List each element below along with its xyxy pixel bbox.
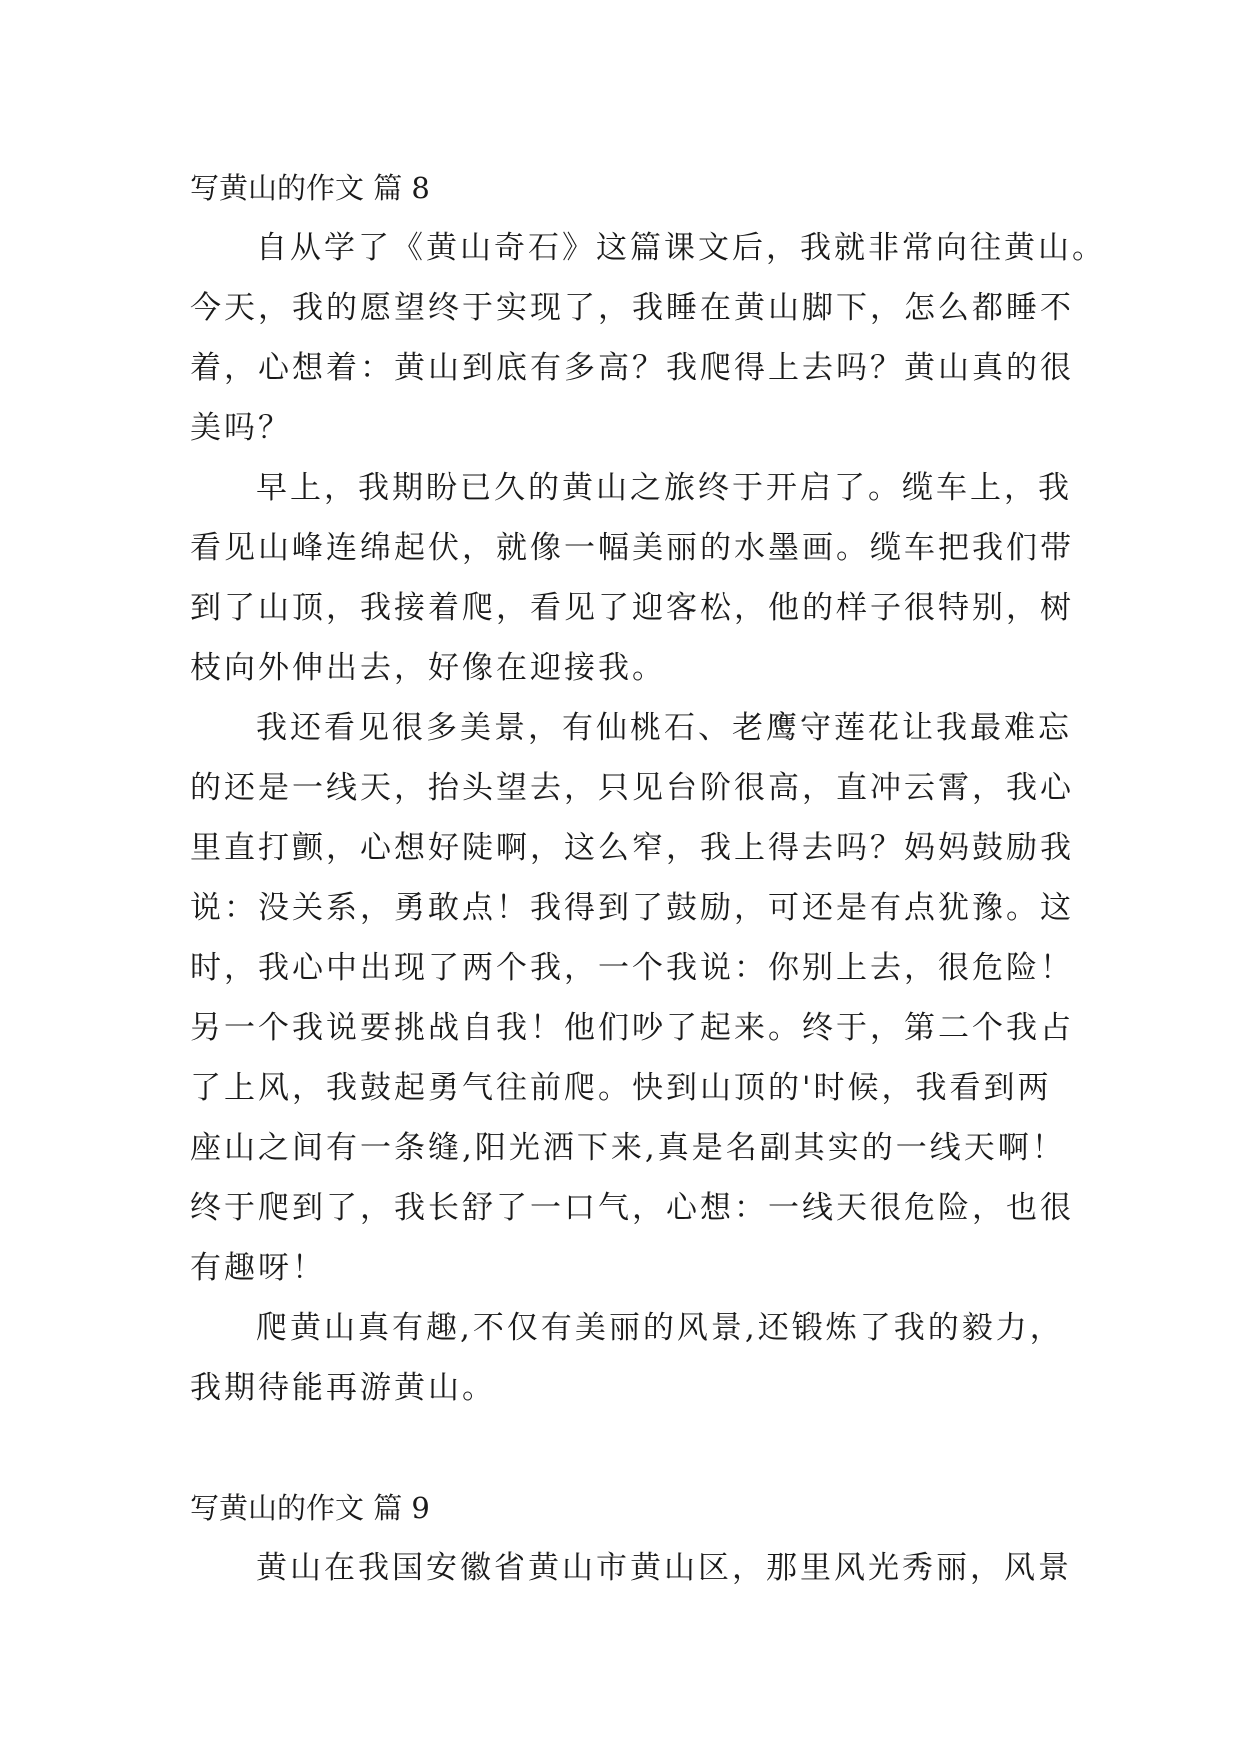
text-line: 说：没关系，勇敢点！我得到了鼓励，可还是有点犹豫。这 <box>190 890 1074 926</box>
essay-9-title: 写黄山的作文 篇 9 <box>190 1491 430 1525</box>
text-line: 早上，我期盼已久的黄山之旅终于开启了。缆车上，我 <box>256 470 1072 506</box>
text-line: 了上风，我鼓起勇气往前爬。快到山顶的'时候，我看到两 <box>190 1070 1052 1106</box>
text-line: 时，我心中出现了两个我，一个我说：你别上去，很危险！ <box>190 950 1074 986</box>
text-line: 枝向外伸出去，好像在迎接我。 <box>190 650 666 686</box>
text-line: 终于爬到了，我长舒了一口气，心想：一线天很危险，也很 <box>190 1190 1074 1226</box>
text-line: 我期待能再游黄山。 <box>190 1370 496 1406</box>
text-line: 看见山峰连绵起伏，就像一幅美丽的水墨画。缆车把我们带 <box>190 530 1074 566</box>
section-spacer <box>190 1418 1050 1478</box>
essay-8-paragraph-1 <box>190 218 1106 458</box>
essay-8-title: 写黄山的作文 篇 8 <box>190 171 430 205</box>
text-line: 着，心想着：黄山到底有多高？我爬得上去吗？黄山真的很 <box>190 350 1074 386</box>
text-line: 座山之间有一条缝,阳光洒下来,真是名副其实的一线天啊！ <box>190 1130 1066 1166</box>
text-line: 自从学了《黄山奇石》这篇课文后，我就非常向往黄山。 <box>256 230 1106 266</box>
text-line: 我还看见很多美景，有仙桃石、老鹰守莲花让我最难忘 <box>256 710 1072 746</box>
text-line: 里直打颤，心想好陡啊，这么窄，我上得去吗？妈妈鼓励我 <box>190 830 1074 866</box>
text-line: 美吗？ <box>190 410 292 446</box>
text-line: 到了山顶，我接着爬，看见了迎客松，他的样子很特别，树 <box>190 590 1074 626</box>
text-line: 另一个我说要挑战自我！他们吵了起来。终于，第二个我占 <box>190 1010 1074 1046</box>
essay-9-paragraph-1 <box>190 1538 1072 1598</box>
text-line: 的还是一线天，抬头望去，只见台阶很高，直冲云霄，我心 <box>190 770 1074 806</box>
text-line: 有趣呀！ <box>190 1250 326 1286</box>
essay-8-paragraph-2 <box>190 458 1074 698</box>
essay-8-paragraph-4 <box>190 1298 1064 1418</box>
document-page <box>190 158 1106 1598</box>
essay-8-paragraph-3 <box>190 698 1074 1298</box>
text-line: 今天，我的愿望终于实现了，我睡在黄山脚下，怎么都睡不 <box>190 290 1074 326</box>
text-line: 爬黄山真有趣,不仅有美丽的风景,还锻炼了我的毅力， <box>256 1310 1064 1346</box>
text-line: 黄山在我国安徽省黄山市黄山区，那里风光秀丽，风景 <box>256 1550 1072 1586</box>
